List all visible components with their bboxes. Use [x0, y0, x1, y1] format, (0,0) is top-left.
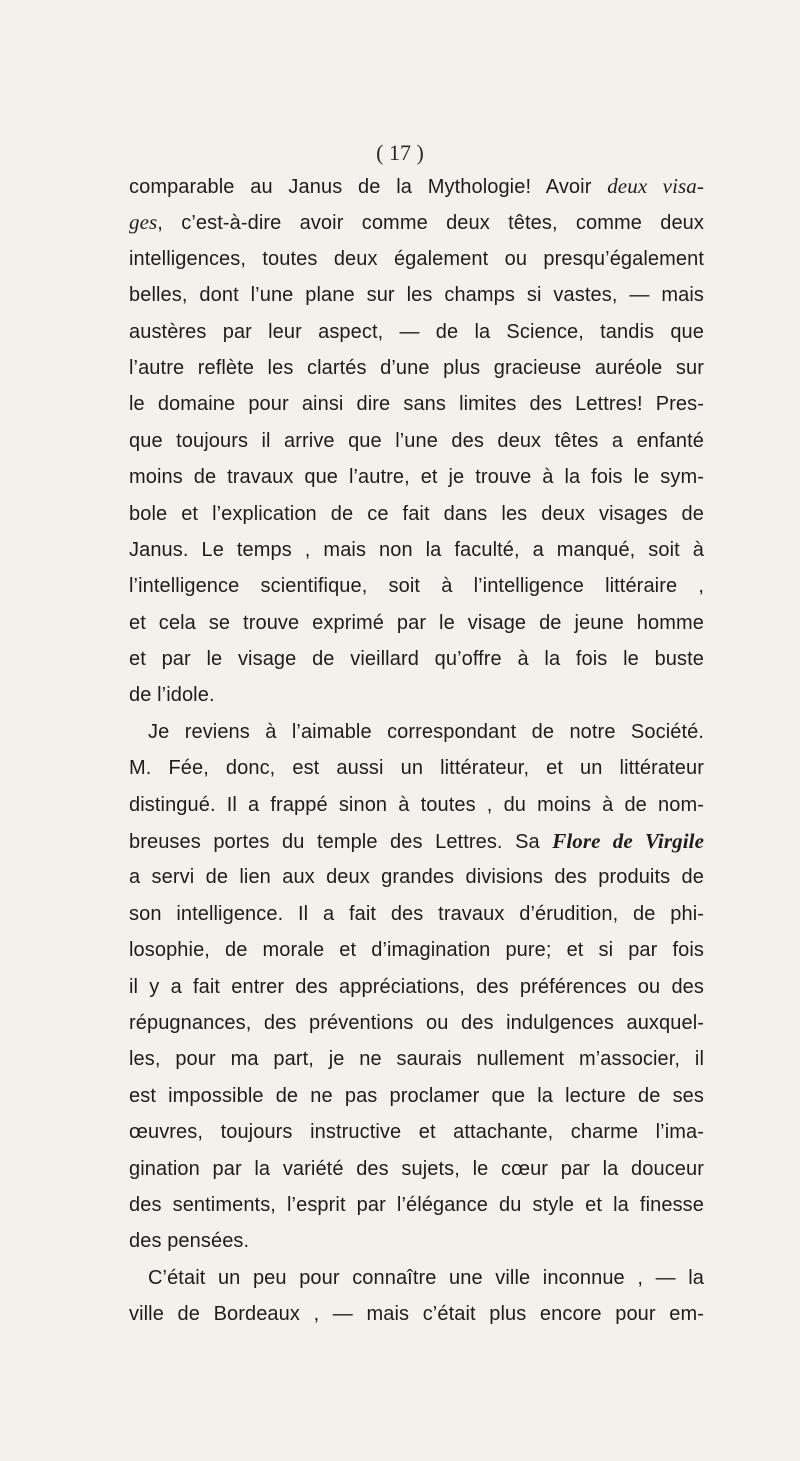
- text-line: [129, 241, 704, 277]
- text-segment: bole et l’explication de ce fait dans les deux visages de: [129, 502, 704, 525]
- text-segment: Janus. Le temps , mais non la faculté, a manqué, soit à: [129, 538, 704, 561]
- text-segment: , c’est-à-dire avoir comme deux têtes, comme deux: [157, 212, 704, 235]
- text-line: [129, 1296, 704, 1332]
- text-line: [129, 1187, 704, 1223]
- text-line: [129, 605, 704, 641]
- text-segment: les, pour ma part, je ne saurais nullement m’associer, il: [129, 1048, 704, 1071]
- text-segment: de l’idole.: [129, 684, 215, 707]
- text-segment: M. Fée, donc, est aussi un littérateur, et un littérateur: [129, 757, 704, 780]
- text-line: [129, 496, 704, 532]
- italic-segment: deux visa-: [607, 174, 704, 198]
- text-segment: l’intelligence scientifique, soit à l’intelligence littéraire ,: [129, 575, 704, 598]
- text-segment: et par le visage de vieillard qu’offre à la fois le buste: [129, 648, 704, 671]
- text-segment: intelligences, toutes deux également ou presqu’également: [129, 247, 704, 270]
- text-segment: belles, dont l’une plane sur les champs si vastes, — mais: [129, 284, 704, 307]
- text-line: [129, 896, 704, 932]
- text-line: [129, 423, 704, 459]
- text-segment: son intelligence. Il a fait des travaux d’érudition, de phi-: [129, 902, 704, 925]
- text-segment: C’était un peu pour connaître une ville inconnue , — la: [148, 1266, 704, 1289]
- italic-segment: ges: [129, 210, 158, 235]
- text-line: [129, 314, 704, 350]
- text-line: [129, 168, 704, 204]
- text-line: [129, 386, 704, 422]
- text-segment: des sentiments, l’esprit par l’élégance du style et la finesse: [129, 1193, 704, 1216]
- text-segment: des pensées.: [129, 1230, 250, 1253]
- text-segment: losophie, de morale et d’imagination pure; et si par fois: [129, 939, 704, 962]
- text-line: [129, 1260, 704, 1296]
- text-segment: est impossible de ne pas proclamer que la lecture de ses: [129, 1084, 704, 1107]
- text-segment: œuvres, toujours instructive et attachante, charme l’ima-: [129, 1121, 704, 1144]
- text-line: [129, 1041, 704, 1077]
- text-segment: répugnances, des préventions ou des indulgences auxquel-: [129, 1011, 704, 1034]
- text-line: [129, 677, 704, 713]
- text-segment: Je reviens à l’aimable correspondant de notre Société.: [148, 720, 704, 743]
- text-segment: gination par la variété des sujets, le cœur par la douceur: [129, 1157, 704, 1180]
- text-segment: austères par leur aspect, — de la Science, tandis que: [129, 320, 704, 343]
- text-segment: a servi de lien aux deux grandes divisions des produits de: [129, 866, 704, 889]
- text-segment: le domaine pour ainsi dire sans limites des Lettres! Pres-: [129, 393, 704, 416]
- text-line: [129, 568, 704, 604]
- body-text: [129, 168, 704, 1333]
- text-line: [129, 1005, 704, 1041]
- text-line: [129, 1223, 704, 1259]
- page-number: ( 17 ): [376, 140, 424, 165]
- text-segment: et cela se trouve exprimé par le visage de jeune homme: [129, 611, 704, 634]
- text-segment: distingué. Il a frappé sinon à toutes , du moins à de nom-: [129, 793, 704, 816]
- text-line: [129, 532, 704, 568]
- text-segment: moins de travaux que l’autre, et je trouve à la fois le sym-: [129, 466, 704, 489]
- text-line: [129, 459, 704, 495]
- text-line: [129, 750, 704, 786]
- text-line: [129, 859, 704, 895]
- text-segment: l’autre reflète les clartés d’une plus gracieuse auréole sur: [129, 356, 704, 379]
- text-line: [129, 350, 704, 386]
- text-line: [129, 641, 704, 677]
- text-line: [129, 932, 704, 968]
- text-segment: que toujours il arrive que l’une des deux têtes a enfanté: [129, 429, 704, 452]
- text-segment: il y a fait entrer des appréciations, des préférences ou des: [129, 975, 704, 998]
- text-line: [129, 969, 704, 1005]
- book-title: Flore de Virgile: [552, 829, 704, 854]
- text-line: [129, 1078, 704, 1114]
- text-line: [129, 1114, 704, 1150]
- text-line: [129, 1151, 704, 1187]
- text-segment: comparable au Janus de la Mythologie! Avoir: [129, 176, 608, 198]
- text-line: [129, 204, 704, 240]
- text-line: [129, 277, 704, 313]
- text-line: [129, 823, 704, 859]
- text-segment: breuses portes du temple des Lettres. Sa: [129, 831, 553, 854]
- text-line: [129, 714, 704, 750]
- text-segment: ville de Bordeaux , — mais c’était plus encore pour em-: [129, 1303, 704, 1326]
- text-line: [129, 787, 704, 823]
